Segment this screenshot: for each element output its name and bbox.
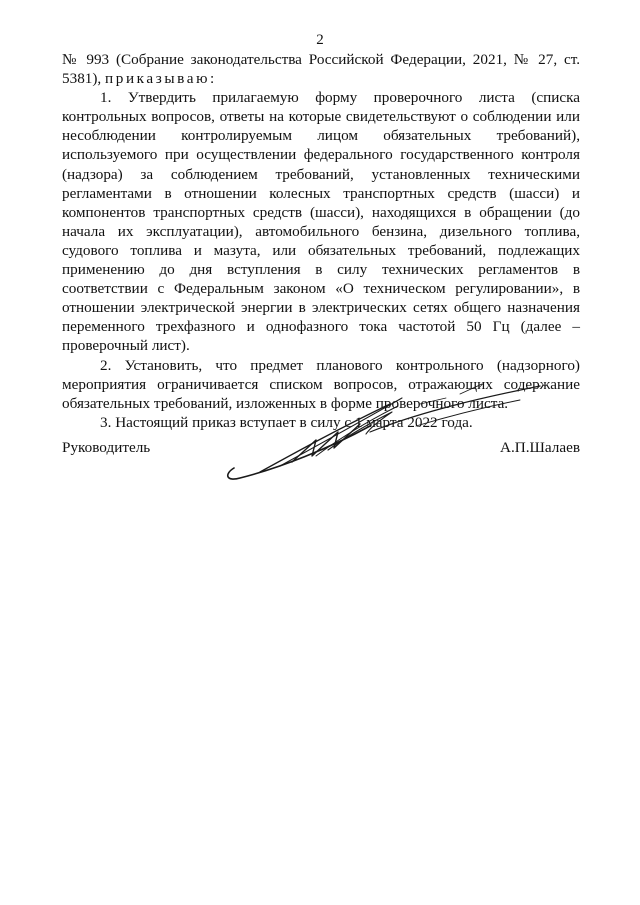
order-word: приказываю: (105, 70, 217, 88)
page-number: 2 (316, 32, 324, 48)
signature-block (62, 438, 580, 458)
preamble-paragraph (62, 50, 580, 88)
item-1: 1. Утвердить прилагаемую форму проверочного листа (списка контрольных вопросов, ответы на которые свидетельствуют о соблюдении или несоблюдении контролируемым лицом обязательных требований), используемого при осуществлении федерального государственного контроля (надзора) за соблюдением требований, установленных техническими регламентами в отношении колесных транспортных средств (шасси) и компонентов транспортных средств (шасси), находящихся в обращении (до начала их эксплуатации), автомобильного бензина, дизельного топлива, судового топлива и мазута, или обязательных требований, подлежащих применению до дня вступления в силу технических регламентов в соответствии с Федеральным законом «О техническом регулировании», в отношении электрической энергии в электрических сетях общего назначения переменного трехфазного и однофазного тока частотой 50 Гц (далее – проверочный лист). (62, 89, 580, 355)
item-3: 3. Настоящий приказ вступает в силу с 1 марта 2022 года. (100, 413, 473, 431)
preamble-text: № 993 (Собрание законодательства Российской Федерации, 2021, № 27, ст. 5381), (62, 51, 580, 88)
handwritten-signature (220, 376, 560, 486)
item-2: 2. Установить, что предмет планового контрольного (надзорного) мероприятия ограничивается списком вопросов, отражающих содержание обязательных требований, изложенных в форме проверочного листа. (62, 356, 580, 412)
signatory-name: А.П.Шалаев (500, 439, 580, 456)
signatory-position: Руководитель (62, 439, 151, 456)
document-body (62, 50, 580, 432)
